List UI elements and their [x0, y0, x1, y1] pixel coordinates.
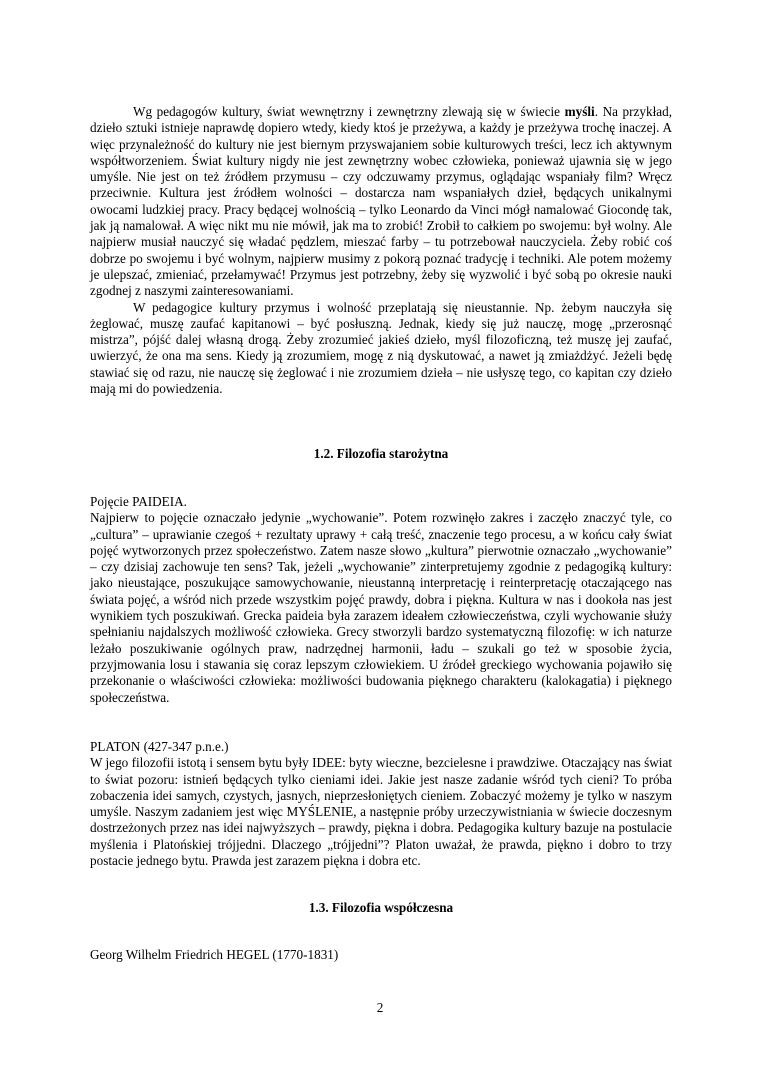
section-heading-contemporary-philosophy: 1.3. Filozofia współczesna — [308, 900, 454, 915]
paragraph-1-text-b: . Na przykład, dzieło sztuki istnieje naprawdę dopiero wtedy, kiedy ktoś je przeżywa, a każdy je przeżywa trochę inaczej. A więc przynależność do kultury nie jest biernym przyswajaniem sobie kulturowych treści, lecz ich aktywnym współtworzeniem. Świat kultury nigdy nie jest zewnętrzny wobec człowieka, ponieważ ujawnia się w jego umyśle. Nie jest on też źródłem przymusu – czy odczuwamy przymus, oglądając wspaniały film? Wręcz przeciwnie. Kultura jest źródłem wolności – dostarcza nam wspaniałych dzieł, będących unikalnymi owocami ludzkiej pracy. Pracy będącej wolnością – tylko Leonardo da Vinci mógł namalować Giocondę tak, jak ją namalował. A więc nikt mu nie mówił, jak ma to zrobić! Zrobił to całkiem po swojemu: był wolny. Ale najpierw musiał nauczyć się władać pędzlem, mieszać farby – tu potrzebował nauczyciela. Żeby robić coś dobrze po swojemu i być wolnym, najpierw musimy z pokorą poznać tradycję i techniki. Ale potem możemy je ulepszać, zmieniać, przełamywać! Przymus jest potrzebny, żeby się wyzwolić i być sobą po okresie nauki zgodnej z naszymi zainteresowaniami. — [90, 104, 672, 299]
paragraph-1-bold-word: myśli — [564, 104, 595, 119]
platon-text: W jego filozofii istotą i sensem bytu były IDEE: byty wieczne, bezcielesne i prawdziwe. Otaczający nas świat to świat pozoru: istnień będących tylko cieniami idei. Jakie jest nasze zadanie wśród tych cieni? To próba zobaczenia idei samych, czystych, jasnych, nieprzesłoniętych cieniem. Zobaczyć możemy je tylko w naszym umyśle. Naszym zadaniem jest więc MYŚLENIE, a następnie próby urzeczywistniania w świecie doczesnym dostrzeżonych przez nas idei najwyższych – prawdy, piękna i dobra. Pedagogika kultury bazuje na postulacie myślenia i Platońskiej trójjedni. Dlaczego „trójjedni”? Platon uważał, że prawda, piękno i dobro to trzy postacie jednego bytu. Prawda jest zarazem piękna i dobra etc. — [90, 755, 672, 869]
paideia-text: Najpierw to pojęcie oznaczało jedynie „wychowanie”. Potem rozwinęło zakres i zaczęło znaczyć tyle, co „cultura” – uprawianie czegoś + rezultaty uprawy + całą treść, znaczenie tego procesu, a w końcu cały świat pojęć wytworzonych przez społeczeństwo. Zatem nasze słowo „kultura” pierwotnie oznaczało „wychowanie” – czy dzisiaj zachowuje ten sens? Tak, jeżeli „wychowanie” zinterpretujemy zgodnie z pedagogiką kultury: jako nieustające, poszukujące samowychowanie, nieustanną interpretację i reinterpretację otaczającego nas świata pojęć, a wśród nich przede wszystkim pojęć prawdy, dobra i piękna. Kultura w nas i dookoła nas jest wynikiem tych poszukiwań. Grecka paideia była zarazem ideałem człowieczeństwa, czyli wychowanie służy spełnianiu najdalszych możliwość człowieka. Grecy stworzyli bardzo systematyczną filozofię: w ich naturze leżało poszukiwanie ogólnych praw, nadrzędnej harmonii, ładu – szukali go też w sposobie życia, przyjmowania losu i stawania się coraz lepszym człowiekiem. U źródeł greckiego wychowania pojawiło się przekonanie o właściwości człowieka: możliwości budowania pięknego charakteru (kalokagatia) i pięknego społeczeństwa. — [90, 510, 672, 705]
paideia-section — [90, 494, 672, 706]
section-heading-ancient-philosophy: 1.2. Filozofia starożytna — [313, 446, 449, 461]
platon-title: PLATON (427-347 p.n.e.) — [90, 739, 229, 754]
platon-section — [90, 739, 672, 869]
hegel-line — [90, 947, 672, 963]
hegel-title: Georg Wilhelm Friedrich HEGEL (1770-1831) — [90, 947, 339, 962]
paideia-title: Pojęcie PAIDEIA. — [90, 494, 187, 509]
intro-section — [90, 104, 672, 397]
paragraph-1 — [90, 104, 672, 300]
page-number: 2 — [376, 1000, 384, 1015]
paragraph-1-text-a: Wg pedagogów kultury, świat wewnętrzny i zewnętrzny zlewają się w świecie — [133, 104, 565, 119]
paragraph-2: W pedagogice kultury przymus i wolność przeplatają się nieustannie. Np. żebym nauczyła się żeglować, muszę zaufać kapitanowi – być posłuszną. Jednak, kiedy się już nauczę, mogę „przerosnąć mistrza”, pójść dalej własną drogą. Żeby zrozumieć jakieś dzieło, myśl filozoficzną, też muszę jej zaufać, uwierzyć, że ona ma sens. Kiedy ją zrozumiem, mogę z nią dyskutować, a nawet ją zmiażdżyć. Jeżeli będę stawiać się od razu, nie nauczę się żeglować i nie zrozumiem dzieła – nie usłyszę tego, co kapitan czy dzieło mają mi do powiedzenia. — [90, 299, 672, 397]
